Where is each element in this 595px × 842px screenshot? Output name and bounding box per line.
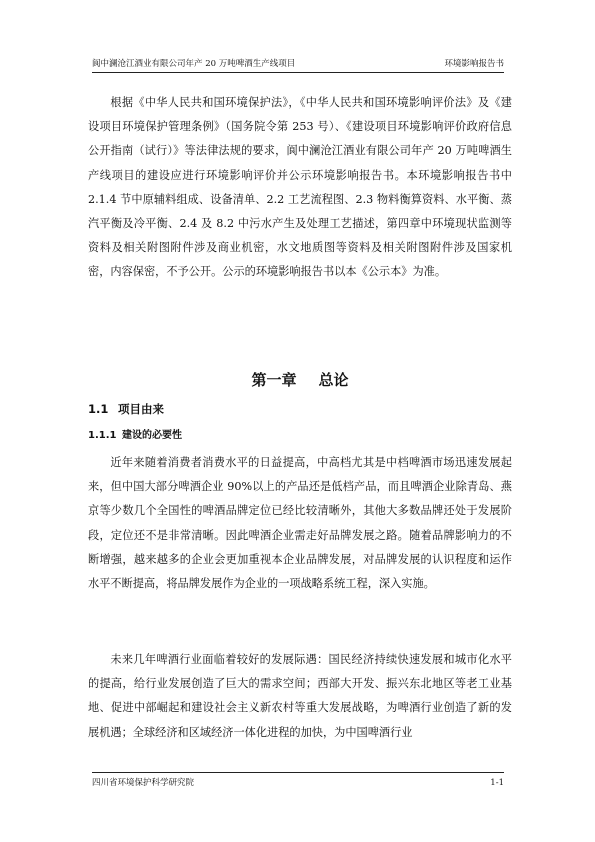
chapter-number: 第一章: [251, 371, 297, 389]
chapter-heading: [88, 368, 512, 392]
subsection-title: 建设的必要性: [122, 430, 182, 441]
section-heading: [88, 399, 164, 419]
page-footer: [92, 772, 504, 789]
subsection-heading: [88, 426, 182, 446]
footer-institution: 四川省环境保护科学研究院: [92, 778, 195, 788]
body-paragraph: 近年来随着消费者消费水平的日益提高，中高档尤其是中档啤酒市场迅速发展起来，但中国大部分啤酒企业 90%以上的产品还是低档产品，而且啤酒企业除青岛、燕京等少数几个全国性的啤酒品牌定位已经比较清晰外，其他大多数品牌还处于发展阶段，定位还不是非常清晰。因此啤酒企业需走好品牌发展之路。随着品牌影响力的不断增强，越来越多的企业会更加重视本企业品牌发展，对品牌发展的认识程度和运作水平不断提高，将品牌发展作为企业的一项战略系统工程，深入实施。: [88, 456, 512, 591]
header-document-type: 环境影响报告书: [444, 59, 504, 69]
section-number: 1.1: [88, 402, 109, 416]
page-header: [92, 56, 504, 73]
intro-paragraph: 根据《中华人民共和国环境保护法》，《中华人民共和国环境影响评价法》及《建设项目环境保护管理条例》（国务院令第 253 号）、《建设项目环境影响评价政府信息公开指南（试行）》等法律法规的要求，阆中澜沧江酒业有限公司年产 20 万吨啤酒生产线项目的建设应进行环境影响评价并公示环境影响报告书。本环境影响报告书中 2.1.4 节中原辅料组成、设备清单、2.2 工艺流程图、2.3 物料衡算资料、水平衡、蒸汽平衡及冷平衡、2.4 及 8.2 中污水产生及处理工艺描述，第四章中环境现状监测等资料及相关附图附件涉及商业机密，水文地质图等资料及相关附图附件涉及国家机密，内容保密，不予公开。公示的环境影响报告书以本《公示本》为准。: [88, 96, 512, 279]
chapter-title: 总论: [318, 371, 349, 389]
subsection-number: 1.1.1: [88, 430, 117, 441]
section-title: 项目由来: [118, 402, 164, 416]
page-number: 1-1: [490, 778, 504, 788]
header-project-title: 阆中澜沧江酒业有限公司年产 20 万吨啤酒生产线项目: [92, 59, 296, 69]
body-paragraph: 未来几年啤酒行业面临着较好的发展际遇：国民经济持续快速发展和城市化水平的提高，给行业发展创造了巨大的需求空间；西部大开发、振兴东北地区等老工业基地、促进中部崛起和建设社会主义新农村等重大发展战略，为啤酒行业创造了新的发展机遇；全球经济和区域经济一体化进程的加快，为中国啤酒行业: [88, 653, 512, 739]
